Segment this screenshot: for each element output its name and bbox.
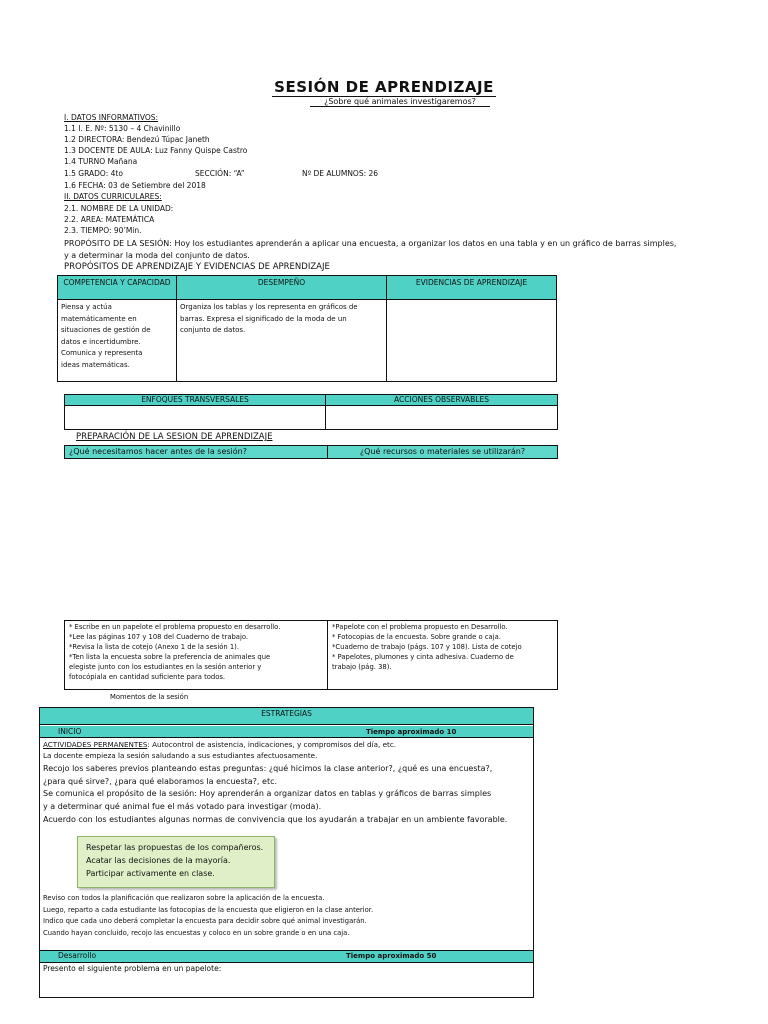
estrategia-line-5: Acuerdo con los estudiantes algunas normas de convivencia que los ayudarán a trabajar en un ambiente favorable. (43, 815, 508, 824)
norma-item: Acatar las decisiones de la mayoría. (86, 856, 231, 865)
estrategia-line-1: Recojo los saberes previos planteando estas preguntas: ¿qué hicimos la clase anterior?, ¿qué es una encuesta?, (43, 764, 493, 773)
proposito-line-2: y a determinar la moda del conjunto de datos. (64, 251, 250, 260)
after-line-2: Indico que cada uno deberá completar la encuesta para decidir sobre qué animal investigarán. (43, 917, 367, 925)
estrategia-line-3: Se comunica el propósito de la sesión: Hoy aprenderán a organizar datos en tablas y gráficos de barras simples (43, 789, 492, 798)
norma-item: Respetar las propuestas de los compañeros. (86, 843, 264, 852)
antes-recursos-table (64, 620, 558, 690)
estrategia-line-4: y a determinar qué animal fue el más votado para investigar (moda). (43, 802, 322, 811)
estrategia-line-0: La docente empieza la sesión saludando a sus estudiantes afectuosamente. (43, 751, 318, 760)
seccion-line: SECCIÓN: “A” (195, 169, 245, 178)
ie-line: 1.1 I. E. Nº: 5130 – 4 Chavinillo (64, 124, 181, 133)
actividades-label: ACTIVIDADES PERMANENTES (43, 740, 148, 749)
actividades-text: : Autocontrol de asistencia, indicaciones, y compromisos del día, etc. (147, 740, 397, 749)
unidad-line: 2.1. NOMBRE DE LA UNIDAD: (64, 204, 174, 213)
header-acciones: ACCIONES OBSERVABLES (326, 395, 558, 406)
inicio-bar (40, 726, 533, 738)
normas-box (77, 836, 275, 888)
fecha-line: 1.6 FECHA: 03 de Setiembre del 2018 (64, 181, 206, 190)
estrategia-line-2: ¿para qué sirve?, ¿para qué elaboramos la encuesta?, etc. (43, 777, 278, 786)
competencia-table (57, 275, 557, 382)
norma-item: Participar activamente en clase. (86, 869, 215, 878)
after-line-0: Reviso con todos la planificación que realizaron sobre la aplicación de la encuesta. (43, 894, 325, 902)
after-line-1: Luego, reparto a cada estudiante las fotocopias de la encuesta que eligieron en la clase anterior. (43, 906, 374, 914)
proposito-line-1: PROPÓSITO DE LA SESIÓN: Hoy los estudiantes aprenderán a aplicar una encuesta, a organizar los datos en una tabla y en un gráfico de barras simples, (64, 239, 677, 248)
docente-line: 1.3 DOCENTE DE AULA: Luz Fanny Quispe Castro (64, 146, 248, 155)
antes-cell: * Escribe en un papelote el problema propuesto en desarrollo. *Lee las páginas 107 y 108 del Cuaderno de trabajo. *Revisa la lista de cotejo (Anexo 1 de la sesión 1). *Ten lista la encuesta sobre la preferencia de animales que elegiste junto con los estudiantes en la sesión anterior y fotocópiala en cantidad suficiente para todos. (65, 621, 328, 690)
grado-line: 1.5 GRADO: 4to (64, 169, 123, 178)
enfoques-table (64, 394, 558, 430)
propositos-heading: PROPÓSITOS DE APRENDIZAJE Y EVIDENCIAS DE APRENDIZAJE (64, 262, 330, 272)
tiempo-inicio: Tiempo aproximado 10 (366, 728, 457, 736)
datos-heading: I. DATOS INFORMATIVOS: (64, 113, 159, 122)
header-desempeno: DESEMPEÑO (177, 276, 387, 300)
recursos-cell: *Papelote con el problema propuesto en Desarrollo. * Fotocopias de la encuesta. Sobre grande o caja. *Cuaderno de trabajo (págs. 107 y 108). Lista de cotejo * Papelotes, plumones y cinta adhesiva. Cuaderno de trabajo (pág. 38). (328, 621, 558, 690)
inicio-label: INICIO (58, 727, 82, 736)
competencia-cell: Piensa y actúa matemáticamente en situaciones de gestión de datos e incertidumbre. Comunica y representa ideas matemáticas. (58, 300, 177, 382)
page-subtitle: ¿Sobre qué animales investigaremos? (310, 97, 490, 107)
header-antes: ¿Qué necesitamos hacer antes de la sesión? (65, 446, 328, 459)
presento-line: Presento el siguiente problema en un papelote: (43, 964, 222, 973)
after-line-3: Cuando hayan concluido, recojo las encuestas y coloco en un sobre grande o en una caja. (43, 929, 350, 937)
momentos-label: Momentos de la sesión (110, 693, 189, 701)
estrategias-heading: ESTRATEGIAS (40, 708, 533, 725)
page-title: SESIÓN DE APRENDIZAJE (274, 78, 494, 96)
preparacion-table (64, 445, 558, 459)
header-evidencias: EVIDENCIAS DE APRENDIZAJE (387, 276, 557, 300)
desarrollo-label: Desarrollo (58, 951, 97, 960)
alumnos-line: Nº DE ALUMNOS: 26 (302, 169, 379, 178)
tiempo-desarrollo: Tiempo aproximado 50 (346, 952, 437, 960)
directora-line: 1.2 DIRECTORA: Bendezú Túpac Janeth (64, 135, 210, 144)
header-competencia: COMPETENCIA Y CAPACIDAD (58, 276, 177, 300)
curriculares-heading: II. DATOS CURRICULARES: (64, 192, 162, 201)
desarrollo-bar (40, 950, 533, 963)
turno-line: 1.4 TURNO Mañana (64, 157, 138, 166)
enfoques-cell (65, 406, 326, 430)
header-recursos: ¿Qué recursos o materiales se utilizarán? (328, 446, 558, 459)
evidencias-cell (387, 300, 557, 382)
preparacion-heading: PREPARACIÓN DE LA SESION DE APRENDIZAJE (76, 432, 273, 442)
desempeno-cell: Organiza los tablas y los representa en gráficos de barras. Expresa el significado de la moda de un conjunto de datos. (177, 300, 387, 382)
header-enfoques: ENFOQUES TRANSVERSALES (65, 395, 326, 406)
actividades-line (43, 740, 396, 750)
acciones-cell (326, 406, 558, 430)
tiempo-line: 2.3. TIEMPO: 90’Min. (64, 226, 142, 235)
area-line: 2.2. AREA: MATEMÁTICA (64, 215, 155, 224)
